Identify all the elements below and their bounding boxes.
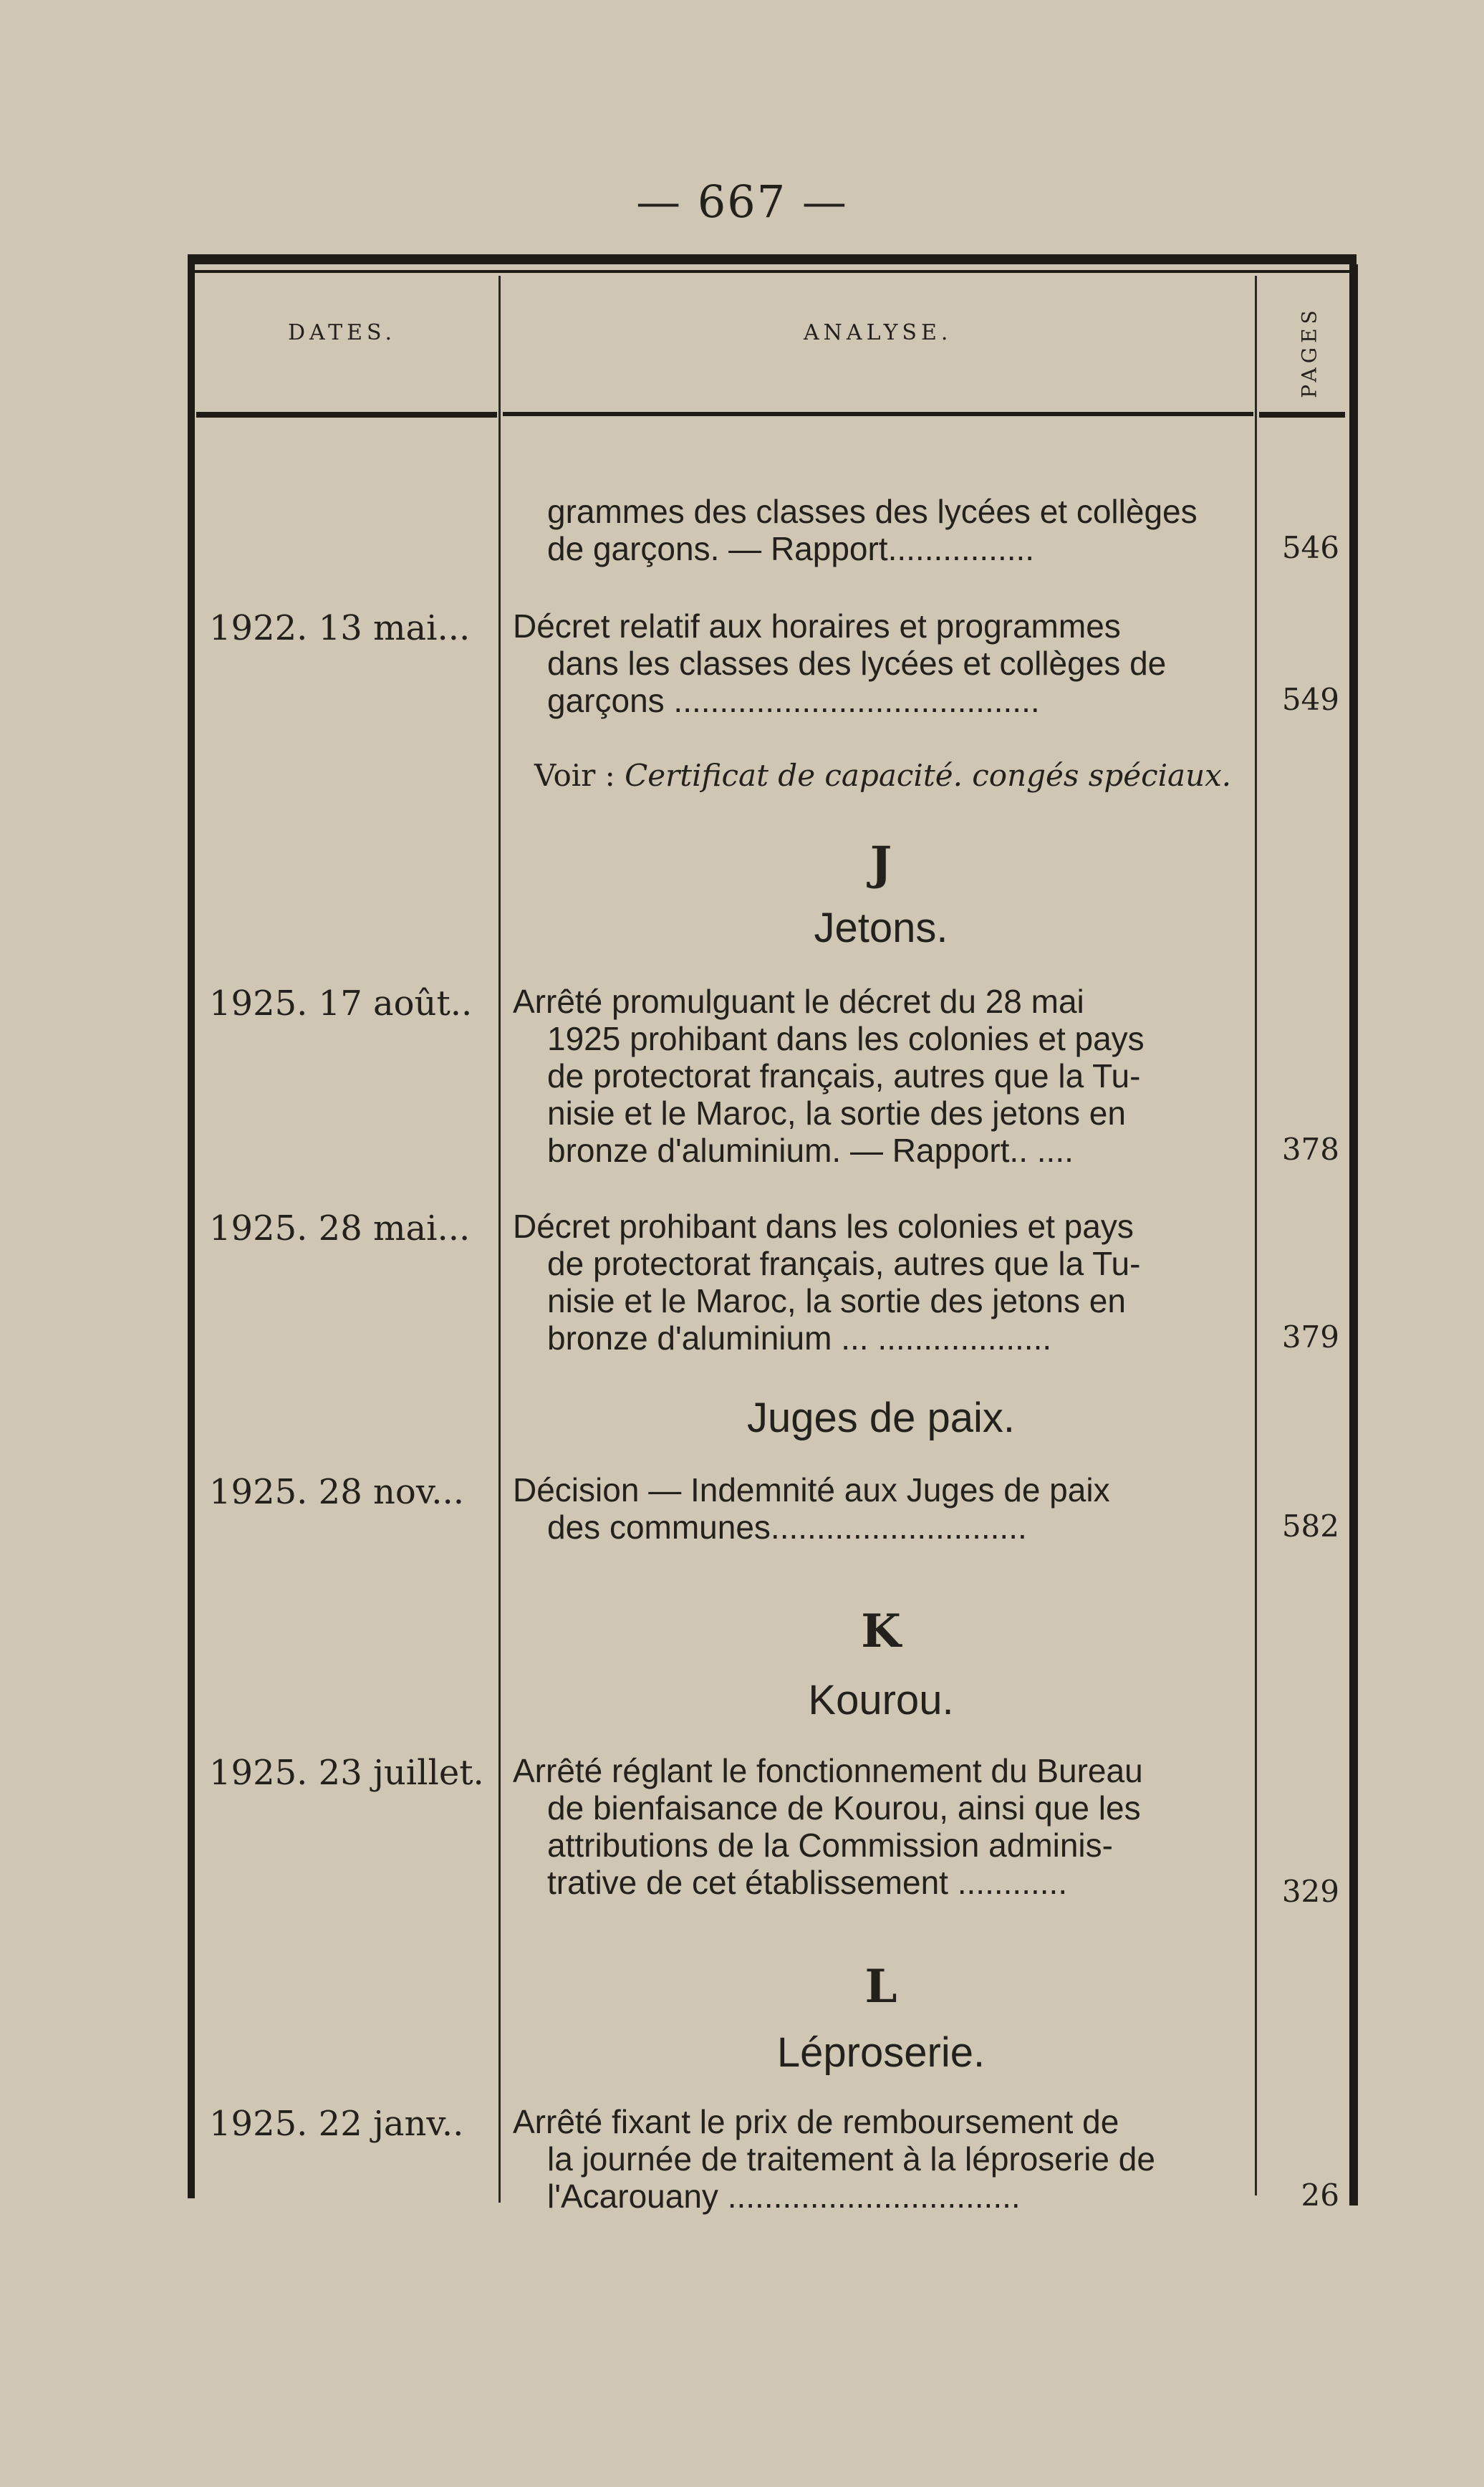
analysis-line: nisie et le Maroc, la sortie des jetons en	[547, 1282, 1126, 1319]
entry-date: 1925. 28 mai...	[209, 1208, 471, 1249]
entry-date: 1925. 22 janv..	[209, 2104, 464, 2144]
entry-analysis	[513, 493, 1243, 567]
page-reference: 378	[1281, 1132, 1339, 1167]
analysis-line: bronze d'aluminium ... ...................	[547, 1319, 1052, 1357]
header-analyse: ANALYSE.	[804, 320, 953, 345]
entry-analysis	[513, 1752, 1243, 1901]
section-letter-k: K	[861, 1605, 901, 1658]
entry-analysis	[513, 2103, 1243, 2215]
page-reference: 26	[1301, 2178, 1339, 2213]
heading-jetons: Jetons.	[814, 905, 948, 951]
analysis-line: nisie et le Maroc, la sortie des jetons en	[547, 1095, 1126, 1132]
section-letter-j: J	[869, 837, 892, 890]
page-reference: 379	[1281, 1319, 1339, 1355]
analysis-line: Décret relatif aux horaires et programmes	[513, 607, 1121, 645]
analysis-line: la journée de traitement à la léproserie de	[547, 2140, 1155, 2178]
analysis-line: des communes............................	[547, 1509, 1027, 1546]
page-reference: 329	[1281, 1874, 1339, 1909]
analysis-line: Décision — Indemnité aux Juges de paix	[513, 1471, 1110, 1509]
entry-date: 1922. 13 mai...	[209, 608, 471, 648]
entry-analysis	[513, 1208, 1243, 1357]
analysis-line: Décret prohibant dans les colonies et pays	[513, 1208, 1134, 1245]
header-dates: DATES.	[288, 320, 397, 345]
entry-analysis	[513, 607, 1243, 719]
entry-analysis	[513, 983, 1243, 1169]
analysis-line: Arrêté promulguant le décret du 28 mai	[513, 983, 1084, 1020]
see-also-label: Voir :	[534, 758, 625, 793]
analysis-line: de protectorat français, autres que la Tu-	[547, 1245, 1141, 1282]
heading-juges-de-paix: Juges de paix.	[746, 1395, 1016, 1441]
analysis-line: Arrêté fixant le prix de remboursement de	[513, 2103, 1119, 2140]
analysis-line: trative de cet établissement ............	[547, 1864, 1068, 1901]
analysis-line: attributions de la Commission adminis-	[547, 1827, 1113, 1864]
see-also-note	[534, 758, 1231, 793]
analysis-line: grammes des classes des lycées et collèges	[547, 493, 1198, 530]
page-number: — 667 —	[636, 175, 848, 228]
entry-date: 1925. 23 juillet.	[209, 1753, 484, 1793]
page-reference: 549	[1281, 682, 1339, 717]
analysis-line: garçons ........................................	[547, 682, 1040, 719]
section-letter-l: L	[864, 1960, 897, 2014]
page-reference: 546	[1281, 530, 1339, 565]
heading-kourou: Kourou.	[808, 1677, 954, 1723]
see-also-text: Certificat de capacité. congés spéciaux.	[625, 758, 1232, 793]
analysis-line: de protectorat français, autres que la Tu-	[547, 1057, 1141, 1095]
entry-date: 1925. 17 août..	[209, 983, 473, 1024]
header-pages: PAGES	[1297, 306, 1321, 398]
entry-analysis	[513, 1471, 1243, 1546]
analysis-line: bronze d'aluminium. — Rapport.. ....	[547, 1132, 1074, 1169]
analysis-line: 1925 prohibant dans les colonies et pays	[547, 1020, 1145, 1057]
heading-leproserie: Léproserie.	[776, 2029, 986, 2076]
analysis-line: de garçons. — Rapport................	[547, 530, 1035, 567]
analysis-line: Arrêté réglant le fonctionnement du Bureau	[513, 1752, 1143, 1789]
page-reference: 582	[1281, 1509, 1339, 1544]
analysis-line: de bienfaisance de Kourou, ainsi que les	[547, 1789, 1141, 1827]
analysis-line: dans les classes des lycées et collèges de	[547, 645, 1167, 682]
analysis-line: l'Acarouany ................................	[547, 2178, 1021, 2215]
entry-date: 1925. 28 nov...	[209, 1472, 465, 1512]
